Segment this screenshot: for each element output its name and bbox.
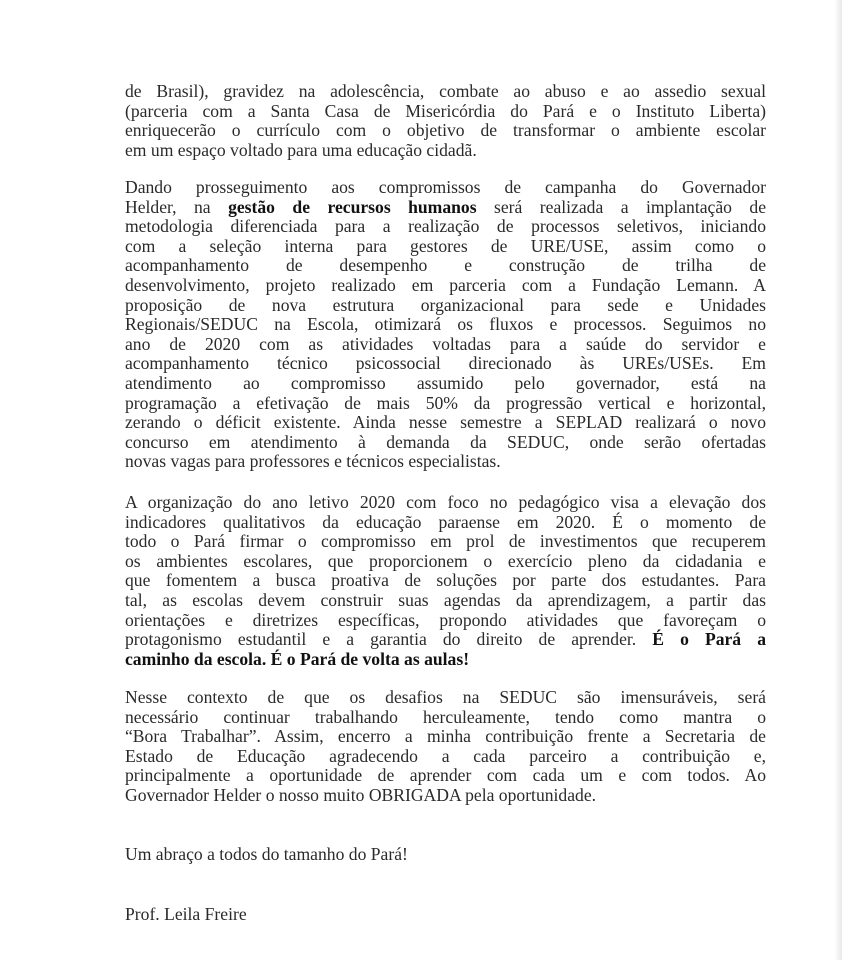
text-line <box>125 747 766 767</box>
text-segment: Regionais/SEDUC na Escola, otimizará os fluxos e processos. Seguimos no <box>125 314 766 335</box>
text-segment: Prof. Leila Freire <box>125 904 247 924</box>
text-segment: zerando o déficit existente. Ainda nesse semestre a SEPLAD realizará o novo <box>125 412 766 433</box>
text-segment: Um abraço a todos do tamanho do Pará! <box>125 844 408 864</box>
text-line <box>125 296 766 316</box>
text-segment: necessário continuar trabalhando herculeamente, tendo como mantra o <box>125 706 766 727</box>
paragraph-closing <box>125 688 766 806</box>
text-segment: os ambientes escolares, que proporcionem o exercício pleno da cidadania e <box>125 550 766 571</box>
text-line <box>125 591 766 611</box>
text-segment: ano de 2020 com as atividades voltadas para a saúde do servidor e <box>125 333 766 354</box>
text-segment: A organização do ano letivo 2020 com foco no pedagógico visa a elevação dos <box>125 492 766 512</box>
text-segment: acompanhamento técnico psicossocial direcionado às UREs/USEs. Em <box>125 353 766 374</box>
text-segment: indicadores qualitativos da educação paraense em 2020. É o momento de <box>125 511 766 532</box>
text-segment: com a seleção interna para gestores de URE/USE, assim como o <box>125 235 766 256</box>
text-line <box>125 708 766 728</box>
text-line <box>125 493 766 513</box>
text-segment: metodologia diferenciada para a realização de processos seletivos, iniciando <box>125 216 766 237</box>
text-segment: Helder, na <box>125 196 229 217</box>
bold-text: gestão de recursos humanos <box>228 196 477 217</box>
paragraph-school-year <box>125 493 766 669</box>
text-segment: acompanhamento de desempenho e construção de trilha de <box>125 255 766 276</box>
text-line <box>125 217 766 237</box>
text-line <box>125 552 766 572</box>
text-segment: todo o Pará firmar o compromisso em prol de investimentos que recuperem <box>125 531 766 552</box>
text-line <box>125 413 766 433</box>
closing-greeting <box>125 845 766 865</box>
text-line <box>125 354 766 374</box>
page-edge-shadow <box>834 0 842 960</box>
text-line <box>125 141 766 161</box>
text-segment: será realizada a implantação de <box>476 196 767 217</box>
text-segment: Estado de Educação agradecendo a cada parceiro a contribuição e, <box>125 745 766 766</box>
text-line <box>125 394 766 414</box>
text-segment: enriquecerão o currículo com o objetivo de transformar o ambiente escolar <box>125 120 766 141</box>
text-segment: orientações e diretrizes específicas, propondo atividades que favoreçam o <box>125 609 766 630</box>
text-line <box>125 845 766 865</box>
text-segment: novas vagas para professores e técnicos especialistas. <box>125 451 501 472</box>
text-segment: proposição de nova estrutura organizacional para sede e Unidades <box>125 294 766 315</box>
bold-text: caminho da escola. É o Pará de volta as aulas! <box>125 648 470 669</box>
text-segment: (parceria com a Santa Casa de Misericórdia do Pará e o Instituto Liberta) <box>125 100 766 121</box>
text-segment: que fomentem a busca proativa de soluções por parte dos estudantes. Para <box>125 570 766 591</box>
text-segment: concurso em atendimento à demanda da SEDUC, onde serão ofertadas <box>125 431 766 452</box>
text-line <box>125 688 766 708</box>
text-segment: de Brasil), gravidez na adolescência, combate ao abuso e ao assedio sexual <box>125 81 766 101</box>
text-segment: em um espaço voltado para uma educação cidadã. <box>125 139 477 160</box>
text-line <box>125 571 766 591</box>
text-line <box>125 452 766 472</box>
text-line <box>125 374 766 394</box>
text-line <box>125 276 766 296</box>
text-line <box>125 178 766 198</box>
text-line <box>125 82 766 102</box>
text-line <box>125 786 766 806</box>
text-segment: protagonismo estudantil e a garantia do direito de aprender. <box>125 629 653 650</box>
text-line <box>125 102 766 122</box>
text-segment: Nesse contexto de que os desafios na SEDUC são imensuráveis, será <box>125 687 766 707</box>
text-line <box>125 121 766 141</box>
text-line <box>125 766 766 786</box>
text-line <box>125 433 766 453</box>
text-line <box>125 315 766 335</box>
text-line <box>125 237 766 257</box>
paragraph-curriculum <box>125 82 766 160</box>
text-segment: atendimento ao compromisso assumido pelo governador, está na <box>125 372 766 393</box>
text-segment: tal, as escolas devem construir suas agendas da aprendizagem, a partir das <box>125 589 766 610</box>
text-line <box>125 532 766 552</box>
text-segment: Dando prosseguimento aos compromissos de campanha do Governador <box>125 177 766 197</box>
text-segment: “Bora Trabalhar”. Assim, encerro a minha contribuição frente a Secretaria de <box>125 726 766 747</box>
text-segment: principalmente a oportunidade de aprender com cada um e com todos. Ao <box>125 765 766 786</box>
text-line <box>125 727 766 747</box>
signature <box>125 905 766 925</box>
text-line <box>125 905 766 925</box>
text-line <box>125 335 766 355</box>
text-line <box>125 611 766 631</box>
text-segment: desenvolvimento, projeto realizado em parceria com a Fundação Lemann. A <box>125 274 766 295</box>
text-line <box>125 630 766 650</box>
text-segment: Governador Helder o nosso muito OBRIGADA pela oportunidade. <box>125 784 597 805</box>
paragraph-human-resources <box>125 178 766 472</box>
text-line <box>125 198 766 218</box>
text-line <box>125 513 766 533</box>
bold-text: É o Pará a <box>652 629 766 650</box>
text-line <box>125 650 766 670</box>
text-segment: programação a efetivação de mais 50% da progressão vertical e horizontal, <box>125 392 766 413</box>
text-line <box>125 256 766 276</box>
